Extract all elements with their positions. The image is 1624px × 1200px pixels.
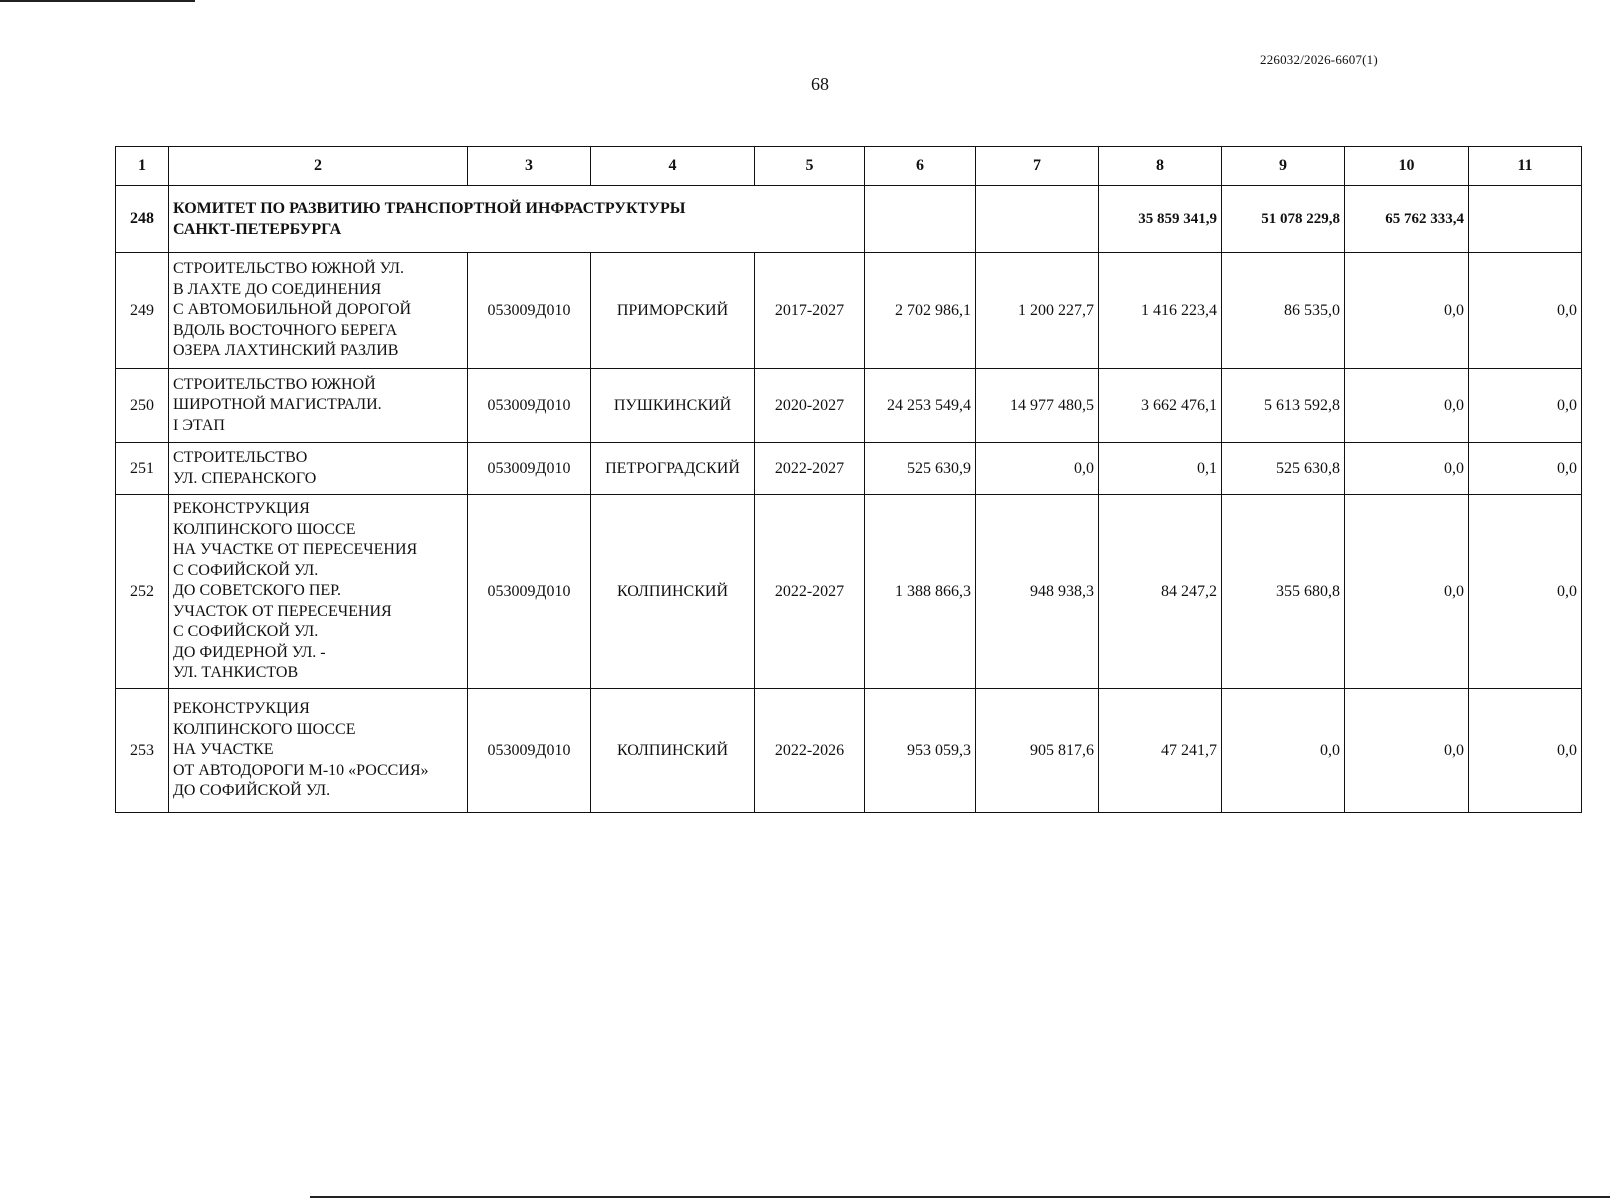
column-header: 2 [169,147,468,186]
column-header: 6 [865,147,976,186]
col11-value: 0,0 [1469,253,1582,369]
col7-value: 905 817,6 [976,689,1099,813]
summary-row [116,186,1582,253]
object-name: СТРОИТЕЛЬСТВО ЮЖНОЙ УЛ. В ЛАХТЕ ДО СОЕДИНЕНИЯ С АВТОМОБИЛЬНОЙ ДОРОГОЙ ВДОЛЬ ВОСТОЧНОГО БЕРЕГА ОЗЕРА ЛАХТИНСКИЙ РАЗЛИВ [169,253,468,369]
column-header: 4 [591,147,755,186]
col10-value: 0,0 [1345,689,1469,813]
period: 2020-2027 [755,369,865,443]
col10-value: 0,0 [1345,253,1469,369]
row-number: 250 [116,369,169,443]
col6-value: 24 253 549,4 [865,369,976,443]
col9-value: 525 630,8 [1222,443,1345,495]
row-number: 253 [116,689,169,813]
column-header: 3 [468,147,591,186]
page-number: 68 [811,74,829,94]
row-number: 252 [116,495,169,689]
col6-value: 2 702 986,1 [865,253,976,369]
object-name: РЕКОНСТРУКЦИЯ КОЛПИНСКОГО ШОССЕ НА УЧАСТКЕ ОТ ПЕРЕСЕЧЕНИЯ С СОФИЙСКОЙ УЛ. ДО СОВЕТСКОГО ПЕР. УЧАСТОК ОТ ПЕРЕСЕЧЕНИЯ С СОФИЙСКОЙ УЛ. ДО ФИДЕРНОЙ УЛ. - УЛ. ТАНКИСТОВ [169,495,468,689]
header-row [116,147,1582,186]
col11-value: 0,0 [1469,443,1582,495]
table-row [116,495,1582,689]
table-row [116,253,1582,369]
col6-value: 953 059,3 [865,689,976,813]
column-header: 5 [755,147,865,186]
district: ПУШКИНСКИЙ [591,369,755,443]
col9-value: 355 680,8 [1222,495,1345,689]
col8-value: 84 247,2 [1099,495,1222,689]
target-code: 053009Д010 [468,689,591,813]
column-header: 8 [1099,147,1222,186]
target-code: 053009Д010 [468,369,591,443]
col6-value: 1 388 866,3 [865,495,976,689]
col11-value: 0,0 [1469,369,1582,443]
col7-value: 14 977 480,5 [976,369,1099,443]
column-header: 11 [1469,147,1582,186]
district: ПЕТРОГРАДСКИЙ [591,443,755,495]
object-name: СТРОИТЕЛЬСТВО ЮЖНОЙ ШИРОТНОЙ МАГИСТРАЛИ. I ЭТАП [169,369,468,443]
summary-row-col11 [1469,186,1582,253]
row-number: 249 [116,253,169,369]
district: КОЛПИНСКИЙ [591,495,755,689]
column-header: 7 [976,147,1099,186]
col7-value: 948 938,3 [976,495,1099,689]
district: ПРИМОРСКИЙ [591,253,755,369]
table-row [116,443,1582,495]
col9-value: 5 613 592,8 [1222,369,1345,443]
col10-value: 0,0 [1345,495,1469,689]
col10-value: 0,0 [1345,443,1469,495]
bottom-rule [310,1196,1610,1198]
col8-value: 1 416 223,4 [1099,253,1222,369]
period: 2022-2027 [755,495,865,689]
period: 2017-2027 [755,253,865,369]
row-number: 251 [116,443,169,495]
col11-value: 0,0 [1469,495,1582,689]
col11-value: 0,0 [1469,689,1582,813]
table-row [116,369,1582,443]
object-name: СТРОИТЕЛЬСТВО УЛ. СПЕРАНСКОГО [169,443,468,495]
summary-row-col6 [865,186,976,253]
target-code: 053009Д010 [468,495,591,689]
object-name: РЕКОНСТРУКЦИЯ КОЛПИНСКОГО ШОССЕ НА УЧАСТКЕ ОТ АВТОДОРОГИ М-10 «РОССИЯ» ДО СОФИЙСКОЙ УЛ. [169,689,468,813]
col8-value: 3 662 476,1 [1099,369,1222,443]
col9-value: 0,0 [1222,689,1345,813]
col7-value: 0,0 [976,443,1099,495]
col10-value: 0,0 [1345,369,1469,443]
period: 2022-2026 [755,689,865,813]
col8-value: 47 241,7 [1099,689,1222,813]
period: 2022-2027 [755,443,865,495]
col9-value: 86 535,0 [1222,253,1345,369]
summary-row-name: КОМИТЕТ ПО РАЗВИТИЮ ТРАНСПОРТНОЙ ИНФРАСТРУКТУРЫ САНКТ-ПЕТЕРБУРГА [169,186,865,253]
summary-row-number: 248 [116,186,169,253]
summary-row-col10: 65 762 333,4 [1345,186,1469,253]
target-code: 053009Д010 [468,253,591,369]
budget-table [115,146,1582,813]
table-row [116,689,1582,813]
document-id: 226032/2026-6607(1) [1260,52,1378,67]
target-code: 053009Д010 [468,443,591,495]
summary-row-col8: 35 859 341,9 [1099,186,1222,253]
col7-value: 1 200 227,7 [976,253,1099,369]
col6-value: 525 630,9 [865,443,976,495]
top-rule [0,0,195,2]
summary-row-col7 [976,186,1099,253]
column-header: 9 [1222,147,1345,186]
summary-row-col9: 51 078 229,8 [1222,186,1345,253]
district: КОЛПИНСКИЙ [591,689,755,813]
col8-value: 0,1 [1099,443,1222,495]
column-header: 1 [116,147,169,186]
column-header: 10 [1345,147,1469,186]
